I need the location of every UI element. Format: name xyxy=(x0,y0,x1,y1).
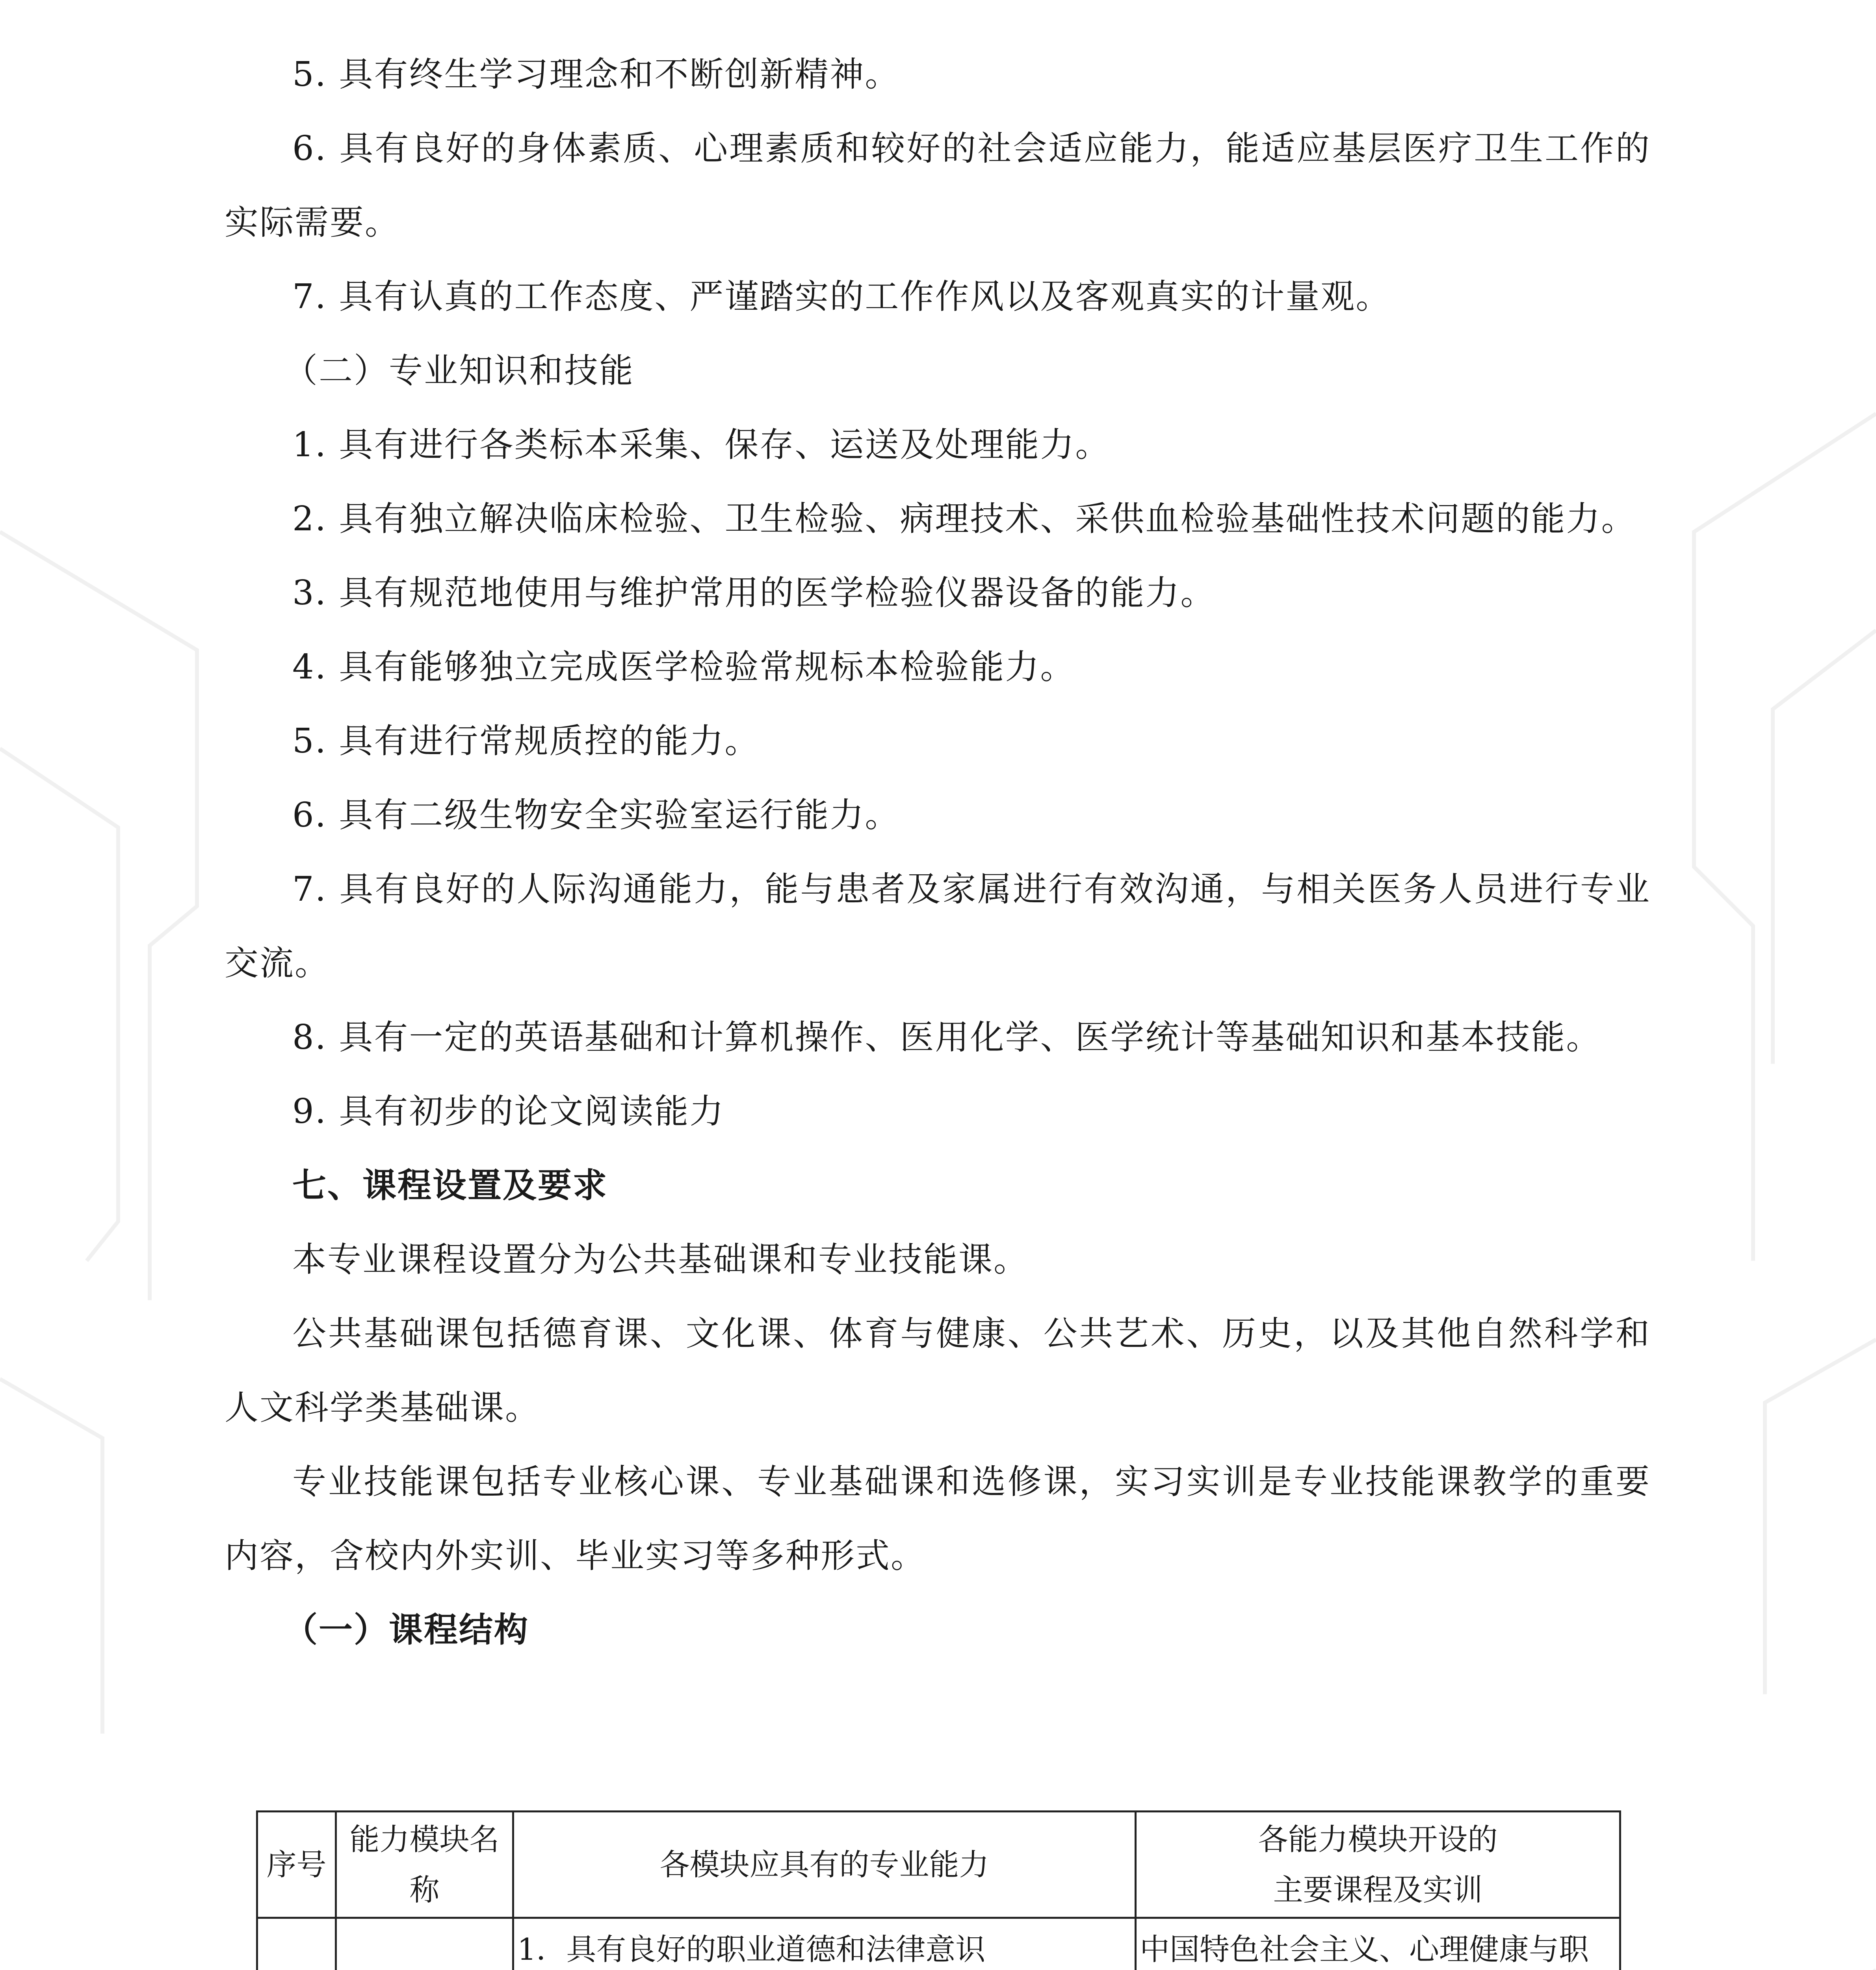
header-courses-line-1: 各能力模块开设的 xyxy=(1258,1821,1498,1857)
section-heading-curriculum: 七、课程设置及要求 xyxy=(292,1165,608,1205)
section-heading-knowledge-skills: （二）专业知识和技能 xyxy=(284,351,634,390)
professional-courses-paragraph: 专业技能课包括专业核心课、专业基础课和选修课，实习实训是专业技能课教学的重要内容，含校内外实训、毕业实习等多种形式。 xyxy=(225,1462,1651,1576)
quality-item-7: 7. 具有认真的工作态度、严谨踏实的工作作风以及客观真实的计量观。 xyxy=(292,277,1391,316)
skill-item-5: 5. 具有进行常规质控的能力。 xyxy=(292,721,760,761)
skill-item-4: 4. 具有能够独立完成医学检验常规标本检验能力。 xyxy=(292,647,1075,687)
skill-item-9: 9. 具有初步的论文阅读能力 xyxy=(292,1092,725,1131)
quality-item-5: 5. 具有终生学习理念和不断创新精神。 xyxy=(292,55,900,94)
course-structure-table xyxy=(256,1810,1621,1970)
header-index: 序号 xyxy=(257,1812,336,1918)
header-module-line-2: 称 xyxy=(409,1872,440,1907)
table-row xyxy=(257,1918,1620,1970)
public-courses-paragraph: 公共基础课包括德育课、文化课、体育与健康、公共艺术、历史，以及其他自然科学和人文科学类基础课。 xyxy=(225,1314,1651,1427)
row-module xyxy=(336,1918,513,1970)
row-index xyxy=(257,1918,336,1970)
skill-item-2: 2. 具有独立解决临床检验、卫生检验、病理技术、采供血检验基础性技术问题的能力。 xyxy=(292,499,1636,539)
skill-item-7: 7. 具有良好的人际沟通能力，能与患者及家属进行有效沟通，与相关医务人员进行专业交流。 xyxy=(225,870,1651,983)
header-courses xyxy=(1136,1812,1620,1918)
skill-item-1: 1. 具有进行各类标本采集、保存、运送及处理能力。 xyxy=(292,425,1111,465)
header-courses-line-2: 主要课程及实训 xyxy=(1273,1872,1483,1907)
row-courses xyxy=(1136,1918,1620,1970)
header-module-line-1: 能力模块名 xyxy=(349,1821,500,1857)
header-module xyxy=(336,1812,513,1918)
ability-line: 1．具有良好的职业道德和法律意识 xyxy=(517,1932,986,1967)
skill-item-8: 8. 具有一定的英语基础和计算机操作、医用化学、医学统计等基础知识和基本技能。 xyxy=(292,1018,1601,1057)
quality-item-6: 6. 具有良好的身体素质、心理素质和较好的社会适应能力，能适应基层医疗卫生工作的实际需要。 xyxy=(225,129,1651,242)
skill-item-3: 3. 具有规范地使用与维护常用的医学检验仪器设备的能力。 xyxy=(292,573,1216,613)
table-header-row xyxy=(257,1812,1620,1918)
row-abilities xyxy=(513,1918,1136,1970)
skill-item-6: 6. 具有二级生物安全实验室运行能力。 xyxy=(292,795,900,835)
curriculum-intro: 本专业课程设置分为公共基础课和专业技能课。 xyxy=(292,1240,1029,1279)
section-heading-course-structure: （一）课程结构 xyxy=(284,1610,529,1650)
document-body xyxy=(225,37,1651,1667)
course-line: 中国特色社会主义、心理健康与职 xyxy=(1140,1932,1589,1967)
header-abilities: 各模块应具有的专业能力 xyxy=(513,1812,1136,1918)
